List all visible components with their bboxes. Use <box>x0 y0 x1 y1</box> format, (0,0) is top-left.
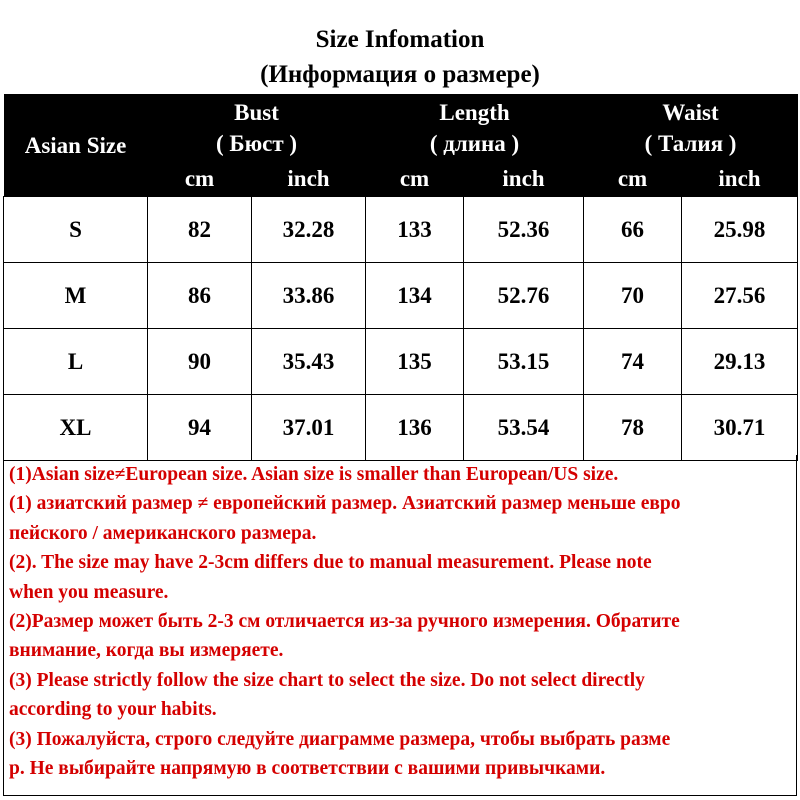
table-header-row <box>4 94 798 162</box>
value-cell: 135 <box>366 329 464 395</box>
value-cell: 70 <box>584 263 682 329</box>
note-line: пейского / американского размера. <box>9 522 317 544</box>
note-line: внимание, когда вы измеряете. <box>9 640 284 662</box>
bust-label: Bust <box>234 100 279 125</box>
value-cell: 35.43 <box>252 329 366 395</box>
note-line: (3) Please strictly follow the size chart to select the size. Do not select directly <box>9 669 645 691</box>
note-line: (3) Пожалуйста, строго следуйте диаграмме размера, чтобы выбрать разме <box>9 728 671 750</box>
waist-header <box>584 94 798 162</box>
value-cell: 52.36 <box>464 197 584 263</box>
note-line: (1) азиатский размер ≠ европейский размер. Азиатский размер меньше евро <box>9 493 681 515</box>
note-line: (1)Asian size≠European size. Asian size is smaller than European/US size. <box>9 464 619 485</box>
note-line: (2)Размер может быть 2-3 см отличается из-за ручного измерения. Обратите <box>9 610 680 632</box>
value-cell: 90 <box>148 329 252 395</box>
value-cell: 78 <box>584 395 682 461</box>
value-cell: 30.71 <box>682 395 798 461</box>
value-cell: 52.76 <box>464 263 584 329</box>
unit-header: cm <box>148 162 252 197</box>
value-cell: 134 <box>366 263 464 329</box>
value-cell: 86 <box>148 263 252 329</box>
table-row <box>4 263 798 329</box>
value-cell: 33.86 <box>252 263 366 329</box>
value-cell: 133 <box>366 197 464 263</box>
value-cell: 27.56 <box>682 263 798 329</box>
value-cell: 25.98 <box>682 197 798 263</box>
bust-label-ru: ( Бюст ) <box>215 131 298 156</box>
value-cell: 136 <box>366 395 464 461</box>
notes-section <box>9 460 795 783</box>
bust-header <box>148 94 366 162</box>
waist-label: Waist <box>662 100 719 125</box>
note-line: according to your habits. <box>9 699 217 721</box>
note-line: when you measure. <box>9 581 169 603</box>
value-cell: 82 <box>148 197 252 263</box>
unit-header: inch <box>682 162 798 197</box>
unit-header: cm <box>584 162 682 197</box>
note-line: (2). The size may have 2-3cm differs due to manual measurement. Please note <box>9 552 652 574</box>
value-cell: 74 <box>584 329 682 395</box>
unit-header: cm <box>366 162 464 197</box>
value-cell: 53.54 <box>464 395 584 461</box>
length-label: Length <box>439 100 510 125</box>
size-table <box>3 94 798 461</box>
value-cell: 53.15 <box>464 329 584 395</box>
size-cell: L <box>4 329 148 395</box>
length-header <box>366 94 584 162</box>
value-cell: 66 <box>584 197 682 263</box>
size-cell: M <box>4 263 148 329</box>
size-cell: XL <box>4 395 148 461</box>
table-row <box>4 329 798 395</box>
note-line: р. Не выбирайте напрямую в соответствии с вашими привычками. <box>9 757 606 779</box>
unit-header: inch <box>252 162 366 197</box>
size-column-header: Asian Size <box>4 94 148 197</box>
value-cell: 29.13 <box>682 329 798 395</box>
value-cell: 32.28 <box>252 197 366 263</box>
page-title: Size Infomation <box>315 26 485 53</box>
value-cell: 37.01 <box>252 395 366 461</box>
table-row <box>4 395 798 461</box>
value-cell: 94 <box>148 395 252 461</box>
length-label-ru: ( длина ) <box>429 131 520 156</box>
waist-label-ru: ( Талия ) <box>644 131 737 156</box>
size-cell: S <box>4 197 148 263</box>
table-row <box>4 197 798 263</box>
page-subtitle: (Информация о размере) <box>260 61 540 88</box>
unit-header: inch <box>464 162 584 197</box>
